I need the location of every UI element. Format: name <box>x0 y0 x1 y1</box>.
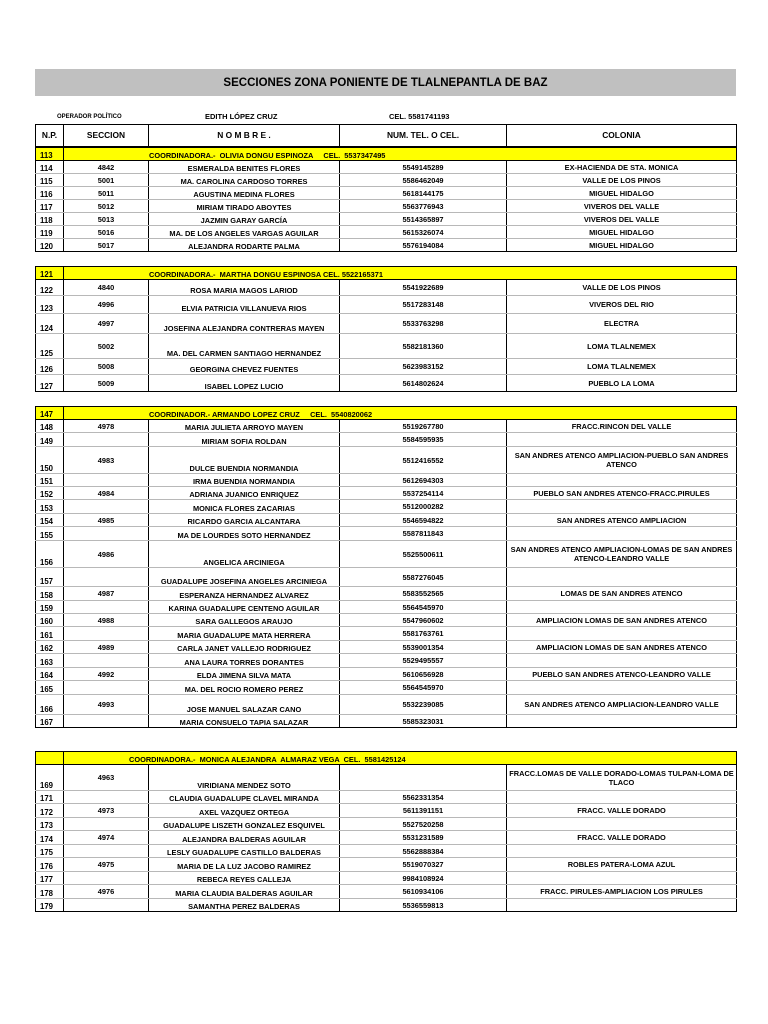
cell-colonia: LOMA TLALNEMEX <box>507 359 737 375</box>
document-page <box>35 69 736 912</box>
table-row <box>36 527 737 541</box>
cell-nombre: VIRIDIANA MENDEZ SOTO <box>149 765 340 791</box>
cell-seccion: 4989 <box>64 641 149 654</box>
cell-colonia: SAN ANDRES ATENCO AMPLIACION-LOMAS DE SAN ANDRES ATENCO-LEANDRO VALLE <box>507 541 737 568</box>
cell-nombre: CLAUDIA GUADALUPE CLAVEL MIRANDA <box>149 791 340 804</box>
cell-seccion <box>64 627 149 641</box>
cell-nombre: ANGELICA ARCINIEGA <box>149 541 340 568</box>
cell-np: 123 <box>36 296 64 314</box>
cell-seccion <box>64 715 149 728</box>
cell-seccion <box>64 872 149 885</box>
cell-np: 119 <box>36 226 64 239</box>
cell-nombre: SARA GALLEGOS ARAUJO <box>149 614 340 627</box>
cell-nombre: KARINA GUADALUPE CENTENO AGUILAR <box>149 601 340 614</box>
table-row <box>36 885 737 899</box>
table-row <box>36 627 737 641</box>
cell-nombre: ADRIANA JUANICO ENRIQUEZ <box>149 487 340 500</box>
cell-np: 173 <box>36 818 64 831</box>
cell-np: 118 <box>36 213 64 226</box>
cell-tel: 5532239085 <box>340 695 507 715</box>
cell-tel: 5615326074 <box>340 226 507 239</box>
cell-tel <box>340 765 507 791</box>
coordinator-name: COORDINADORA.- OLIVIA DONGU ESPINOZA CEL. 5537347495 <box>64 148 737 161</box>
block-spacer <box>35 252 736 266</box>
cell-tel: 5586462049 <box>340 174 507 187</box>
cell-seccion <box>64 568 149 587</box>
table-row <box>36 641 737 654</box>
cell-colonia: MIGUEL HIDALGO <box>507 187 737 200</box>
table-row <box>36 226 737 239</box>
cell-seccion: 4963 <box>64 765 149 791</box>
cell-colonia: FRACC. PIRULES-AMPLIACION LOS PIRULES <box>507 885 737 899</box>
cell-nombre: CARLA JANET VALLEJO RODRIGUEZ <box>149 641 340 654</box>
cell-colonia: VIVEROS DEL VALLE <box>507 213 737 226</box>
cell-nombre: MARIA CLAUDIA BALDERAS AGUILAR <box>149 885 340 899</box>
cell-np: 172 <box>36 804 64 818</box>
cell-nombre: MONICA FLORES ZACARIAS <box>149 500 340 514</box>
cell-colonia <box>507 433 737 447</box>
cell-seccion <box>64 791 149 804</box>
cell-tel: 5612694303 <box>340 474 507 487</box>
cell-seccion <box>64 527 149 541</box>
cell-tel: 5614802624 <box>340 375 507 392</box>
cell-tel: 5529495557 <box>340 654 507 668</box>
cell-np: 116 <box>36 187 64 200</box>
operator-cel: CEL. 5581741193 <box>389 112 450 121</box>
cell-np: 148 <box>36 420 64 433</box>
cell-np: 167 <box>36 715 64 728</box>
cell-tel: 5539001354 <box>340 641 507 654</box>
cell-nombre: JOSE MANUEL SALAZAR CANO <box>149 695 340 715</box>
table-row <box>36 858 737 872</box>
cell-nombre: MARIA DE LA LUZ JACOBO RAMIREZ <box>149 858 340 872</box>
cell-colonia <box>507 681 737 695</box>
coordinator-np: 147 <box>36 407 64 420</box>
coordinator-np: 121 <box>36 267 64 280</box>
cell-seccion: 5008 <box>64 359 149 375</box>
cell-tel: 5610934106 <box>340 885 507 899</box>
cell-seccion: 5013 <box>64 213 149 226</box>
cell-tel: 5512000282 <box>340 500 507 514</box>
cell-colonia: LOMA TLALNEMEX <box>507 334 737 359</box>
table-row <box>36 872 737 885</box>
operator-label: OPERADOR POLÍTICO <box>57 114 122 120</box>
cell-tel: 5584595935 <box>340 433 507 447</box>
cell-tel: 5587811843 <box>340 527 507 541</box>
cell-seccion <box>64 818 149 831</box>
cell-colonia <box>507 845 737 858</box>
cell-colonia <box>507 500 737 514</box>
cell-np: 169 <box>36 765 64 791</box>
cell-seccion: 4988 <box>64 614 149 627</box>
table-row <box>36 614 737 627</box>
cell-seccion: 4976 <box>64 885 149 899</box>
table-row <box>36 314 737 334</box>
cell-np: 126 <box>36 359 64 375</box>
cell-colonia: VIVEROS DEL VALLE <box>507 200 737 213</box>
cell-tel: 5576194084 <box>340 239 507 252</box>
cell-tel: 5527520258 <box>340 818 507 831</box>
table-row <box>36 845 737 858</box>
cell-nombre: GUADALUPE LISZETH GONZALEZ ESQUIVEL <box>149 818 340 831</box>
cell-seccion: 4987 <box>64 587 149 601</box>
cell-nombre: ESPERANZA HERNANDEZ ALVAREZ <box>149 587 340 601</box>
cell-seccion: 4985 <box>64 514 149 527</box>
table-row <box>36 765 737 791</box>
cell-np: 154 <box>36 514 64 527</box>
cell-colonia: PUEBLO SAN ANDRES ATENCO-FRACC.PIRULES <box>507 487 737 500</box>
coordinator-name: COORDINADOR.- ARMANDO LOPEZ CRUZ CEL. 5540820062 <box>64 407 737 420</box>
document-title: SECCIONES ZONA PONIENTE DE TLALNEPANTLA DE BAZ <box>35 69 736 96</box>
cell-nombre: SAMANTHA PEREZ BALDERAS <box>149 899 340 912</box>
cell-seccion: 4978 <box>64 420 149 433</box>
table-row <box>36 161 737 174</box>
cell-colonia: PUEBLO LA LOMA <box>507 375 737 392</box>
block-spacer <box>35 728 736 751</box>
cell-colonia: ELECTRA <box>507 314 737 334</box>
coordinator-row <box>36 407 737 420</box>
cell-nombre: MIRIAM SOFIA ROLDAN <box>149 433 340 447</box>
cell-colonia <box>507 818 737 831</box>
cell-np: 122 <box>36 280 64 296</box>
table-row <box>36 601 737 614</box>
cell-nombre: MARIA JULIETA ARROYO MAYEN <box>149 420 340 433</box>
cell-np: 161 <box>36 627 64 641</box>
cell-seccion: 4992 <box>64 668 149 681</box>
cell-tel: 5583552565 <box>340 587 507 601</box>
block-spacer <box>35 392 736 406</box>
coordinator-np: 113 <box>36 148 64 161</box>
cell-colonia: PUEBLO SAN ANDRES ATENCO-LEANDRO VALLE <box>507 668 737 681</box>
cell-np: 124 <box>36 314 64 334</box>
table-row <box>36 487 737 500</box>
coordinator-block <box>35 406 737 728</box>
cell-seccion: 5002 <box>64 334 149 359</box>
cell-tel: 5564545970 <box>340 681 507 695</box>
table-row <box>36 359 737 375</box>
coordinator-blocks <box>35 147 736 912</box>
cell-np: 150 <box>36 447 64 474</box>
cell-tel: 5536559813 <box>340 899 507 912</box>
cell-nombre: AGUSTINA MEDINA FLORES <box>149 187 340 200</box>
cell-tel: 5517283148 <box>340 296 507 314</box>
column-header-tel: NUM. TEL. O CEL. <box>340 125 507 147</box>
cell-colonia: ROBLES PATERA-LOMA AZUL <box>507 858 737 872</box>
table-row <box>36 280 737 296</box>
cell-nombre: ELDA JIMENA SILVA MATA <box>149 668 340 681</box>
cell-nombre: ROSA MARIA MAGOS LARIOD <box>149 280 340 296</box>
cell-nombre: ALEJANDRA BALDERAS AGUILAR <box>149 831 340 845</box>
cell-seccion: 5011 <box>64 187 149 200</box>
cell-seccion: 4842 <box>64 161 149 174</box>
cell-seccion <box>64 601 149 614</box>
cell-np: 127 <box>36 375 64 392</box>
cell-nombre: ELVIA PATRICIA VILLANUEVA RIOS <box>149 296 340 314</box>
cell-colonia: VIVEROS DEL RIO <box>507 296 737 314</box>
cell-tel: 5563776943 <box>340 200 507 213</box>
cell-colonia: SAN ANDRES ATENCO AMPLIACION-LEANDRO VALLE <box>507 695 737 715</box>
cell-np: 125 <box>36 334 64 359</box>
cell-np: 176 <box>36 858 64 872</box>
cell-nombre: MA. DE LOS ANGELES VARGAS AGUILAR <box>149 226 340 239</box>
cell-np: 117 <box>36 200 64 213</box>
cell-np: 114 <box>36 161 64 174</box>
cell-tel: 5547960602 <box>340 614 507 627</box>
cell-tel: 5537254114 <box>340 487 507 500</box>
cell-np: 152 <box>36 487 64 500</box>
cell-colonia <box>507 654 737 668</box>
cell-tel: 5546594822 <box>340 514 507 527</box>
table-row <box>36 715 737 728</box>
cell-seccion <box>64 433 149 447</box>
cell-colonia <box>507 568 737 587</box>
cell-colonia: MIGUEL HIDALGO <box>507 239 737 252</box>
cell-colonia: VALLE DE LOS PINOS <box>507 280 737 296</box>
table-row <box>36 420 737 433</box>
cell-seccion: 4840 <box>64 280 149 296</box>
cell-np: 158 <box>36 587 64 601</box>
cell-np: 163 <box>36 654 64 668</box>
cell-np: 177 <box>36 872 64 885</box>
cell-nombre: ISABEL LOPEZ LUCIO <box>149 375 340 392</box>
cell-tel: 5564545970 <box>340 601 507 614</box>
column-header-colonia: COLONIA <box>507 125 737 147</box>
cell-seccion: 4973 <box>64 804 149 818</box>
table-row <box>36 187 737 200</box>
cell-np: 164 <box>36 668 64 681</box>
cell-seccion: 4993 <box>64 695 149 715</box>
table-row <box>36 587 737 601</box>
cell-nombre: RICARDO GARCIA ALCANTARA <box>149 514 340 527</box>
cell-nombre: ANA LAURA TORRES DORANTES <box>149 654 340 668</box>
cell-np: 162 <box>36 641 64 654</box>
cell-tel: 5581763761 <box>340 627 507 641</box>
table-row <box>36 375 737 392</box>
cell-seccion: 5016 <box>64 226 149 239</box>
cell-nombre: GEORGINA CHEVEZ FUENTES <box>149 359 340 375</box>
cell-colonia <box>507 527 737 541</box>
cell-seccion: 4996 <box>64 296 149 314</box>
cell-seccion: 4984 <box>64 487 149 500</box>
cell-nombre: MARIA GUADALUPE MATA HERRERA <box>149 627 340 641</box>
cell-colonia <box>507 791 737 804</box>
table-row <box>36 213 737 226</box>
cell-colonia <box>507 601 737 614</box>
cell-colonia <box>507 715 737 728</box>
cell-tel: 9984108924 <box>340 872 507 885</box>
cell-np: 159 <box>36 601 64 614</box>
table-row <box>36 541 737 568</box>
cell-np: 174 <box>36 831 64 845</box>
table-row <box>36 239 737 252</box>
coordinator-row <box>36 752 737 765</box>
table-row <box>36 200 737 213</box>
table-row <box>36 791 737 804</box>
table-row <box>36 818 737 831</box>
cell-np: 166 <box>36 695 64 715</box>
cell-nombre: JOSEFINA ALEJANDRA CONTRERAS MAYEN <box>149 314 340 334</box>
cell-seccion: 4983 <box>64 447 149 474</box>
cell-tel: 5562331354 <box>340 791 507 804</box>
table-row <box>36 831 737 845</box>
operator-name: EDITH LÓPEZ CRUZ <box>205 112 278 121</box>
cell-np: 155 <box>36 527 64 541</box>
table-row <box>36 514 737 527</box>
table-row <box>36 433 737 447</box>
cell-nombre: MA DE LOURDES SOTO HERNANDEZ <box>149 527 340 541</box>
cell-tel: 5541922689 <box>340 280 507 296</box>
column-header-np: N.P. <box>36 125 64 147</box>
cell-nombre: ALEJANDRA RODARTE PALMA <box>149 239 340 252</box>
cell-tel: 5582181360 <box>340 334 507 359</box>
cell-seccion <box>64 681 149 695</box>
cell-seccion: 5009 <box>64 375 149 392</box>
cell-tel: 5531231589 <box>340 831 507 845</box>
column-header-seccion: SECCION <box>64 125 149 147</box>
cell-colonia: FRACC. VALLE DORADO <box>507 804 737 818</box>
cell-seccion: 4986 <box>64 541 149 568</box>
cell-np: 115 <box>36 174 64 187</box>
cell-seccion <box>64 845 149 858</box>
cell-colonia: FRACC.LOMAS DE VALLE DORADO-LOMAS TULPAN-LOMA DE TLACO <box>507 765 737 791</box>
cell-colonia: SAN ANDRES ATENCO AMPLIACION-PUEBLO SAN ANDRES ATENCO <box>507 447 737 474</box>
cell-tel: 5519070327 <box>340 858 507 872</box>
cell-tel: 5562888384 <box>340 845 507 858</box>
cell-colonia <box>507 899 737 912</box>
cell-nombre: MA. CAROLINA CARDOSO TORRES <box>149 174 340 187</box>
coordinator-row <box>36 148 737 161</box>
cell-colonia: AMPLIACION LOMAS DE SAN ANDRES ATENCO <box>507 641 737 654</box>
cell-tel: 5533763298 <box>340 314 507 334</box>
cell-nombre: REBECA REYES CALLEJA <box>149 872 340 885</box>
table-row <box>36 668 737 681</box>
cell-colonia: MIGUEL HIDALGO <box>507 226 737 239</box>
cell-nombre: ESMERALDA BENITES FLORES <box>149 161 340 174</box>
cell-colonia <box>507 872 737 885</box>
cell-colonia: LOMAS DE SAN ANDRES ATENCO <box>507 587 737 601</box>
cell-np: 179 <box>36 899 64 912</box>
cell-seccion <box>64 654 149 668</box>
cell-seccion <box>64 474 149 487</box>
cell-np: 156 <box>36 541 64 568</box>
column-header-nombre: N O M B R E . <box>149 125 340 147</box>
cell-tel: 5610656928 <box>340 668 507 681</box>
table-row <box>36 447 737 474</box>
header-table <box>35 124 737 147</box>
cell-tel: 5525500611 <box>340 541 507 568</box>
cell-colonia: FRACC.RINCON DEL VALLE <box>507 420 737 433</box>
cell-nombre: DULCE BUENDIA NORMANDIA <box>149 447 340 474</box>
cell-nombre: AXEL VAZQUEZ ORTEGA <box>149 804 340 818</box>
cell-np: 153 <box>36 500 64 514</box>
coordinator-np <box>36 752 64 765</box>
cell-tel: 5587276045 <box>340 568 507 587</box>
cell-tel: 5549145289 <box>340 161 507 174</box>
table-row <box>36 681 737 695</box>
table-row <box>36 695 737 715</box>
cell-tel: 5512416552 <box>340 447 507 474</box>
table-row <box>36 174 737 187</box>
cell-colonia: EX-HACIENDA DE STA. MONICA <box>507 161 737 174</box>
cell-nombre: MA. DEL CARMEN SANTIAGO HERNANDEZ <box>149 334 340 359</box>
table-row <box>36 296 737 314</box>
cell-seccion: 5017 <box>64 239 149 252</box>
coordinator-row <box>36 267 737 280</box>
cell-np: 165 <box>36 681 64 695</box>
cell-tel: 5519267780 <box>340 420 507 433</box>
cell-tel: 5618144175 <box>340 187 507 200</box>
cell-np: 120 <box>36 239 64 252</box>
operator-row <box>35 96 736 124</box>
cell-nombre: JAZMIN GARAY GARCÍA <box>149 213 340 226</box>
cell-np: 149 <box>36 433 64 447</box>
cell-colonia <box>507 474 737 487</box>
cell-seccion: 4975 <box>64 858 149 872</box>
coordinator-block <box>35 751 737 912</box>
cell-tel: 5611391151 <box>340 804 507 818</box>
cell-seccion: 5012 <box>64 200 149 213</box>
table-row <box>36 654 737 668</box>
cell-np: 175 <box>36 845 64 858</box>
cell-np: 160 <box>36 614 64 627</box>
table-row <box>36 334 737 359</box>
cell-seccion: 5001 <box>64 174 149 187</box>
table-row <box>36 899 737 912</box>
cell-nombre: MA. DEL ROCIO ROMERO PEREZ <box>149 681 340 695</box>
cell-tel: 5585323031 <box>340 715 507 728</box>
coordinator-name: COORDINADORA.- MARTHA DONGU ESPINOSA CEL. 5522165371 <box>64 267 737 280</box>
cell-colonia: VALLE DE LOS PINOS <box>507 174 737 187</box>
table-row <box>36 804 737 818</box>
cell-colonia <box>507 627 737 641</box>
coordinator-block <box>35 266 737 392</box>
cell-nombre: IRMA BUENDIA NORMANDIA <box>149 474 340 487</box>
cell-colonia: FRACC. VALLE DORADO <box>507 831 737 845</box>
coordinator-name: COORDINADORA.- MONICA ALEJANDRA ALMARAZ VEGA CEL. 5581425124 <box>64 752 737 765</box>
cell-nombre: LESLY GUADALUPE CASTILLO BALDERAS <box>149 845 340 858</box>
table-row <box>36 474 737 487</box>
cell-nombre: GUADALUPE JOSEFINA ANGELES ARCINIEGA <box>149 568 340 587</box>
coordinator-block <box>35 147 737 252</box>
cell-tel: 5623983152 <box>340 359 507 375</box>
table-row <box>36 500 737 514</box>
cell-seccion: 4997 <box>64 314 149 334</box>
cell-nombre: MARIA CONSUELO TAPIA SALAZAR <box>149 715 340 728</box>
column-header-row <box>36 125 737 147</box>
cell-np: 151 <box>36 474 64 487</box>
cell-np: 178 <box>36 885 64 899</box>
cell-colonia: AMPLIACION LOMAS DE SAN ANDRES ATENCO <box>507 614 737 627</box>
cell-seccion: 4974 <box>64 831 149 845</box>
cell-colonia: SAN ANDRES ATENCO AMPLIACION <box>507 514 737 527</box>
table-row <box>36 568 737 587</box>
cell-np: 171 <box>36 791 64 804</box>
cell-seccion <box>64 899 149 912</box>
cell-np: 157 <box>36 568 64 587</box>
cell-nombre: MIRIAM TIRADO ABOYTES <box>149 200 340 213</box>
cell-tel: 5514365897 <box>340 213 507 226</box>
cell-seccion <box>64 500 149 514</box>
